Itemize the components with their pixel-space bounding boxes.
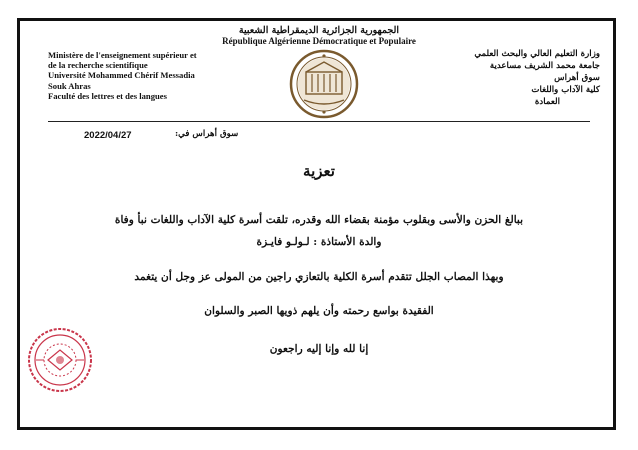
body-paragraph-4: الفقيدة بواسع رحمته وأن يلهم ذويها الصبر والسلوان bbox=[204, 305, 434, 317]
body-paragraph-5: إنا لله وإنا إليه راجعون bbox=[269, 343, 369, 355]
body-paragraph-1: ببالغ الحزن والأسى وبقلوب مؤمنة بقضاء الله وقدره، تلقت أسرة كلية الآداب واللغات نبأ وفاة bbox=[114, 214, 524, 226]
arabic-line-ministry: وزارة التعليم العالي والبحث العلمي bbox=[474, 49, 600, 59]
arabic-institution-block bbox=[400, 48, 600, 108]
arabic-line-faculty: كلية الآداب واللغات bbox=[531, 85, 600, 95]
arabic-line-university: جامعة محمد الشريف مساعدية bbox=[489, 61, 600, 71]
official-stamp-icon bbox=[26, 326, 94, 394]
french-line-ministry: Ministère de l'enseignement supérieur et bbox=[48, 50, 197, 60]
document-title: تعزية bbox=[303, 162, 335, 180]
place-label: سوق أهراس في: bbox=[175, 129, 239, 139]
university-logo-icon bbox=[286, 48, 362, 120]
body-paragraph-2: والدة الأستاذة : لـولـو فايـزة bbox=[256, 236, 382, 248]
french-line-city: Souk Ahras bbox=[48, 80, 91, 91]
french-line-university: Université Mohammed Chérif Messadia bbox=[48, 70, 195, 81]
body-paragraph-3: وبهذا المصاب الجلل تتقدم أسرة الكلية بالتعازي راجين من المولى عز وجل أن يتغمد bbox=[134, 271, 504, 283]
header-arabic-state: الجمهورية الجزائرية الديمقراطية الشعبية bbox=[238, 25, 400, 36]
header-french-state: République Algérienne Démocratique et Populaire bbox=[222, 36, 416, 46]
french-institution-block bbox=[48, 50, 278, 101]
french-line-research: de la recherche scientifique bbox=[48, 60, 148, 71]
arabic-line-deanship: العمادة bbox=[534, 97, 560, 107]
header-divider bbox=[48, 121, 590, 122]
arabic-line-city: سوق أهراس bbox=[554, 73, 600, 83]
document-date: 2022/04/27 bbox=[84, 130, 132, 141]
french-line-faculty: Faculté des lettres et des langues bbox=[48, 90, 167, 101]
